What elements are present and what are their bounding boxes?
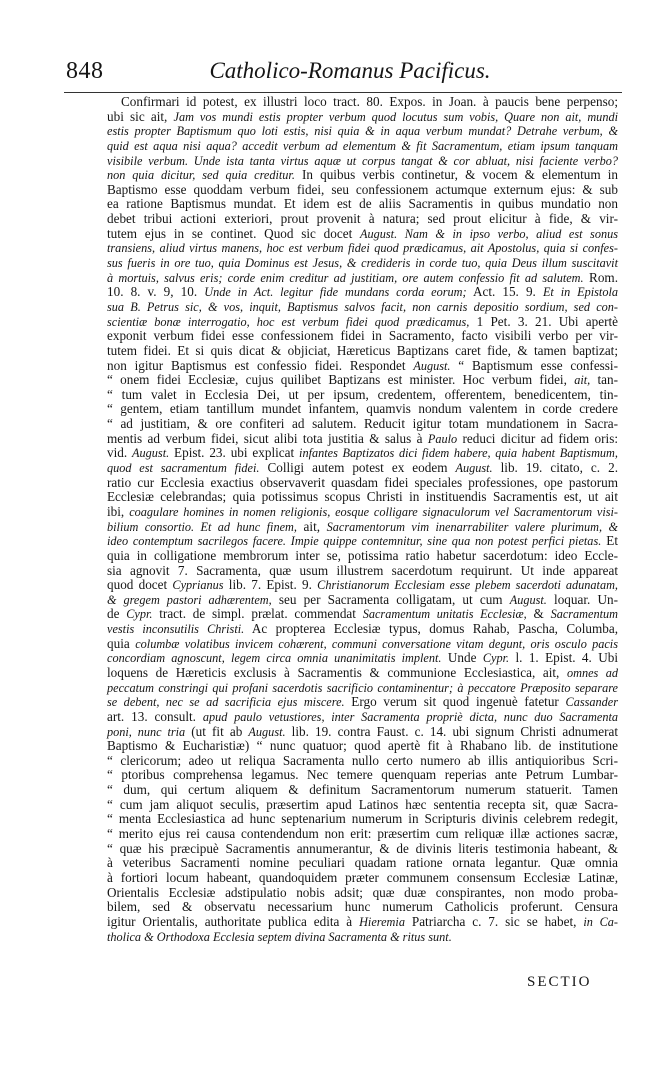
italic-text: sua B. Petrus sic, & vos, inquit, Baptismus salvos facit, non carnis depositio sordium, sed con-: [107, 299, 618, 314]
text-line: [107, 549, 618, 564]
roman-text: Baptismo & Eucharistiæ) “ nunc quatuor; quod apertè fit à Rhabano lib. de institutione: [107, 738, 618, 754]
italic-text: August.: [413, 358, 451, 373]
text-line: [107, 856, 618, 871]
text-line: [107, 110, 618, 125]
roman-text: Confirmari id potest, ex illustri loco tract. 80. Expos. in Joan. à paucis bene perpenso;: [121, 94, 618, 109]
roman-text: Orientalis Ecclesiæ adstipulatio nobis adsit; quæ duæ conspirantes, non modo proba-: [107, 884, 618, 900]
text-line: [107, 593, 618, 608]
roman-text: “ onem fidei Ecclesiæ, cujus quilibet Baptizans est minister. Hoc verbum fidei,: [107, 372, 575, 388]
text-line: [107, 754, 618, 769]
text-line: [107, 359, 618, 374]
text-line: [107, 329, 618, 344]
text-line: [107, 227, 618, 242]
italic-text: Unde in Act. legitur fide mundans corda eorum;: [204, 285, 467, 300]
roman-text: quia: [107, 635, 136, 651]
italic-text: Hieremia: [359, 914, 405, 929]
italic-text: Sacramentum: [550, 607, 619, 622]
roman-text: à veteribus Sacramenti nomine peculiari quadam ratione ornata legantur. Quæ omnia: [107, 855, 618, 871]
text-line: [107, 534, 618, 549]
text-line: [107, 95, 618, 110]
roman-text: tutem ejus in se continet. Quod sic docet: [107, 225, 361, 241]
roman-text: de: [107, 606, 127, 622]
text-line: [107, 256, 618, 271]
italic-text: transiens, aliud virtus manens, hoc est verbum fidei quod prædicamus, ait Apostolus, quia si confes-: [107, 241, 618, 256]
italic-text: Sacramentum unitatis Ecclesiæ,: [362, 607, 527, 622]
roman-text: Unde: [441, 650, 483, 666]
roman-text: bilem, sed & observatu necessarium hunc numerum Catholicis proferunt. Censura: [107, 899, 618, 915]
italic-text: peccatum constringi qui profani sacerdotis sacrificio contaminentur; à peccatore Præposito separare: [107, 680, 618, 695]
roman-text: “ tum valet in Ecclesia Dei, ut per ipsum, credentem, offerentem, benedicentem, tin-: [107, 386, 618, 402]
italic-text: vestis inconsutilis Christi.: [107, 622, 245, 637]
italic-text: sus fueris in ore tuo, quia Dominus est Jesus, & credideris in corde tuo, quia Deus illum suscitavit: [107, 256, 618, 271]
text-line: [107, 373, 618, 388]
text-line: [107, 710, 618, 725]
roman-text: “ Baptismum esse confessi-: [450, 357, 618, 373]
roman-text: Baptismo esse quoddam verbum fidei, seu confessionem actumque externum ejus: & sub: [107, 181, 618, 197]
text-line: [107, 300, 618, 315]
roman-text: Act. 15. 9.: [466, 284, 543, 300]
roman-text: “ quæ his præcipuè Sacramentis annumerantur, & de divinis literis testimonia habeant, &: [107, 840, 618, 856]
text-line: [107, 183, 618, 198]
text-line: [107, 476, 618, 491]
text-line: [107, 871, 618, 886]
italic-text: Cassander: [565, 695, 618, 710]
italic-text: Cypr.: [126, 607, 153, 622]
italic-text: Sacramentorum vim inenarrabiliter valere plurimum, &: [326, 519, 618, 534]
italic-text: August. Nam & in ipso verbo, aliud est sonus: [360, 226, 618, 241]
italic-text: scientiæ bonæ interrogatio, hoc est verbum fidei quod prædicamus,: [107, 314, 470, 329]
roman-text: Rom.: [583, 269, 618, 285]
roman-text: Ecclesiæ celebrandas; quia potissimus scopus Christi in instituendis Sacramentis est, ut ait: [107, 489, 618, 505]
text-line: [107, 783, 618, 798]
roman-text: Colligi autem potest ex eodem: [259, 460, 456, 476]
text-line: [107, 271, 618, 286]
roman-text: Ac propterea Ecclesiæ typus, domus Rahab, Pascha, Columba,: [244, 621, 618, 637]
text-line: [107, 285, 618, 300]
italic-text: Cyprianus: [172, 578, 224, 593]
italic-text: columbæ volatibus invicem cohærent, communi conversatione vitam degunt, oris osculo pacis: [135, 636, 618, 651]
italic-text: estis propter Baptismum quo loti estis, nisi quia & in aqua verbum mundat? Detrahe verbum, &: [107, 124, 618, 139]
text-line: [107, 212, 618, 227]
roman-text: lib. 7. Epist. 9.: [223, 577, 318, 593]
text-line: [107, 490, 618, 505]
italic-text: August.: [248, 724, 286, 739]
roman-text: loquens de Hæreticis exclusis à Sacramentis & communione Ecclesiastica, ait,: [107, 664, 567, 680]
text-line: [107, 798, 618, 813]
page-number: 848: [66, 58, 104, 84]
text-line: [107, 197, 618, 212]
roman-text: igitur Orientalis, authoritate publica edita à: [107, 913, 360, 929]
text-line: [107, 739, 618, 754]
text-line: [107, 651, 618, 666]
roman-text: Ergo verum sit quod ingenuè fatetur: [344, 694, 566, 710]
italic-text: poni, nunc tria: [107, 724, 186, 739]
text-line: [107, 315, 618, 330]
roman-text: Epist. 23. ubi explicat: [169, 445, 300, 461]
italic-text: Jam vos mundi estis propter verbum quod locutus sum vobis, Quare non ait, mundi: [173, 109, 618, 124]
roman-text: ea ratione Baptismus mundat. Et idem est de aliis Sacramentis in quibus mundatio non: [107, 196, 618, 212]
text-line: [107, 520, 618, 535]
text-line: [107, 666, 618, 681]
roman-text: lib. 19. contra Faust. c. 14. ubi signum Christi adnumerat: [285, 723, 618, 739]
italic-text: quod est sacramentum fidei.: [107, 461, 260, 476]
text-line: [107, 402, 618, 417]
text-line: [107, 154, 618, 169]
italic-text: August.: [509, 592, 547, 607]
roman-text: art. 13. consult.: [107, 708, 203, 724]
italic-text: se debent, nec se ad sacrificia ejus miscere.: [107, 695, 345, 710]
italic-text: ideo contemptum sacrilegos facere. Impie quippe contemnitur, sine qua non potest perfici pietas.: [107, 534, 602, 549]
roman-text: 10. 8. v. 9, 10.: [107, 284, 205, 300]
text-line: [107, 886, 618, 901]
roman-text: tract. de simpl. prælat. commendat: [152, 606, 363, 622]
roman-text: “ cum jam aliquot seculis, præsertim apud Latinos hæc sententia recepta sit, quæ Sacra-: [107, 796, 618, 812]
text-line: [107, 578, 618, 593]
italic-text: visibile verbum. Unde ista tanta virtus aquæ ut corpus tangat & cor abluat, nisi faciente verbo?: [107, 153, 618, 168]
text-line: [107, 241, 618, 256]
roman-text: &: [526, 606, 551, 622]
text-line: [107, 505, 618, 520]
text-line: [107, 812, 618, 827]
text-line: [107, 417, 618, 432]
text-line: [107, 695, 618, 710]
roman-text: 1 Pet. 3. 21. Ubi apertè: [469, 313, 618, 329]
italic-text: quid est aqua nisi aqua? accedit verbum ad elementum & fit Sacramentum, etiam ipsum tanquam: [107, 138, 618, 153]
roman-text: non igitur Baptismus est confessio fidei. Respondet: [107, 357, 414, 373]
roman-text: sia agnovit 7. Sacramenta, quæ usum illustrem sacerdotum requirunt. Ut inde appareat: [107, 562, 618, 578]
text-line: [107, 681, 618, 696]
roman-text: “ ad justitiam, & ore confiteri ad salutem. Reducit igitur totam mundationem in Sacra-: [107, 416, 618, 432]
text-line: [107, 168, 618, 183]
text-line: [107, 768, 618, 783]
italic-text: apud paulo vetustiores, inter Sacramenta propriè dicta, nunc duo Sacramenta: [202, 709, 618, 724]
roman-text: Patriarcha c. 7. sic se habet,: [404, 913, 584, 929]
roman-text: (ut fit ab: [185, 723, 249, 739]
text-line: [107, 930, 618, 945]
roman-text: “ gentem, etiam tantillum mundet infantem, quamvis nondum valentem in corde credere: [107, 401, 618, 417]
roman-text: ait,: [296, 518, 327, 534]
roman-text: In quibus verbis continetur, & vocem & elementum in: [294, 167, 618, 183]
roman-text: quod docet: [107, 577, 173, 593]
roman-text: “ dum, qui certum aliquem & definitum Sacramentorum numerum statuerit. Tamen: [107, 782, 618, 798]
text-line: [107, 607, 618, 622]
catchword: SECTIO: [527, 974, 592, 990]
text-line: [107, 622, 618, 637]
roman-text: ubi sic ait,: [107, 108, 174, 124]
italic-text: tholica & Orthodoxa Ecclesia septem divina Sacramenta & ritus sunt.: [107, 929, 452, 944]
italic-text: & gregem pastori adhærentem,: [107, 592, 272, 607]
italic-text: à mortuis, salvus eris; corde enim creditur ad justitiam, ore autem confessio fit ad salutem.: [107, 270, 584, 285]
italic-text: infantes Baptizatos dici fidem habere, quia habent Baptismum,: [299, 446, 618, 461]
text-line: [107, 564, 618, 579]
roman-text: “ menta Ecclesiastica ad hunc septenarium numerum in Scripturis divinis celebrem redegit,: [107, 811, 618, 827]
italic-text: Christianorum Ecclesiam esse plebem sacerdoti adunatam,: [317, 578, 619, 593]
running-title: Catholico-Romanus Pacificus.: [209, 58, 491, 83]
text-line: [107, 432, 618, 447]
roman-text: loquar. Un-: [546, 591, 618, 607]
roman-text: Et: [601, 533, 618, 549]
roman-text: lib. 19. citato, c. 2.: [492, 460, 618, 476]
roman-text: tutem fidei. Et si quis dicat & objiciat, Hæreticus Baptizans caret fide, & tamen baptizat;: [107, 342, 618, 358]
text-line: [107, 344, 618, 359]
roman-text: quia in colligatione membrorum inter se, potissima ratio habetur sacerdotum: ideo Eccle-: [107, 547, 618, 563]
text-line: [107, 139, 618, 154]
italic-text: coagulare homines in nomen religionis, eosque colligare signaculorum vel Sacramentorum visi-: [129, 504, 618, 519]
text-line: [107, 725, 618, 740]
text-line: [107, 461, 618, 476]
italic-text: in Ca-: [583, 914, 619, 929]
italic-text: August.: [455, 461, 493, 476]
text-line: [107, 637, 618, 652]
roman-text: ibi,: [107, 503, 130, 519]
italic-text: August.: [132, 446, 170, 461]
italic-text: omnes ad: [566, 665, 618, 680]
body-text: [107, 95, 618, 944]
roman-text: mentis ad verbum fidei, sicut alibi tota justitia & salus à: [107, 430, 428, 446]
roman-text: debet tribui actioni exteriori, prout provenit à natura; sed prout elicitur à fide, & vir-: [107, 211, 618, 227]
italic-text: non quia dicitur, sed quia creditur.: [107, 168, 295, 183]
text-line: [107, 827, 618, 842]
text-line: [107, 388, 618, 403]
roman-text: ratio cur Ecclesia exactius observaverit quasdam fidei speciales professiones, ope pastorum: [107, 474, 618, 490]
roman-text: “ ptoribus comprehensa legamus. Nec temere quenquam reperias ante Petrum Lumbar-: [107, 767, 618, 783]
roman-text: “ merito ejus rei causa contendendum non erit: præsertim cum reliquæ illæ actiones sacræ,: [107, 826, 618, 842]
italic-text: bilium consortio. Et ad hunc finem,: [107, 519, 297, 534]
text-line: [107, 124, 618, 139]
text-line: [107, 900, 618, 915]
roman-text: vid.: [107, 445, 133, 461]
text-line: [107, 842, 618, 857]
roman-text: “ clericorum; adeo ut reliqua Sacramenta nullo certo numero ab illis antiquioribus Scri-: [107, 752, 618, 768]
roman-text: tan-: [590, 372, 618, 388]
italic-text: Paulo: [427, 431, 458, 446]
roman-text: seu per Sacramenta colligatam, ut cum: [271, 591, 510, 607]
roman-text: exponit verbum fidei esse confessionem fidei in Sacramento, facto visibili verbo per vir-: [107, 328, 618, 344]
italic-text: ait,: [574, 373, 591, 388]
italic-text: concordiam agnoscunt, legem circa omnia unanimitatis implent.: [107, 651, 442, 666]
italic-text: Et in Epistola: [542, 285, 618, 300]
roman-text: reduci dicitur ad fidem oris:: [457, 430, 618, 446]
roman-text: à fortiori locum habeant, quandoquidem præter communem consensum Ecclesiæ Latinæ,: [107, 869, 618, 885]
header-rule: [64, 92, 622, 93]
italic-text: Cypr.: [482, 651, 510, 666]
roman-text: l. 1. Epist. 4. Ubi: [509, 650, 618, 666]
text-line: [107, 446, 618, 461]
text-line: [107, 915, 618, 930]
